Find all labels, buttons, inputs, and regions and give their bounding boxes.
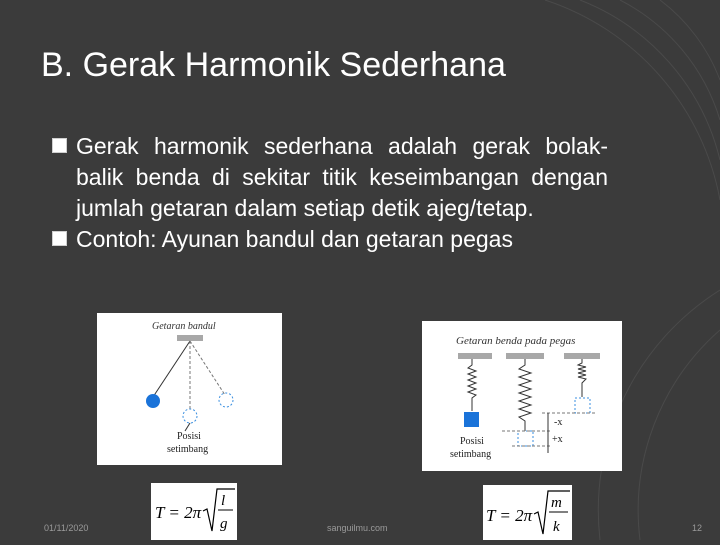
spring-formula-denominator: k — [553, 519, 560, 535]
slide-title: B. Gerak Harmonik Sederhana — [41, 46, 506, 84]
bullet-square-icon — [52, 138, 67, 153]
spring-label-line2: setimbang — [450, 449, 492, 460]
pendulum-formula-svg — [151, 483, 237, 540]
pendulum-formula — [151, 483, 237, 540]
spring-diagram — [422, 321, 622, 471]
pendulum-label-line1: Posisi — [177, 431, 201, 442]
pendulum-formula-numerator: l — [221, 493, 226, 509]
pendulum-formula-lhs: T = 2π — [155, 503, 202, 522]
spring-label-line1: Posisi — [460, 436, 484, 447]
footer-page-number: 12 — [692, 523, 703, 533]
pendulum-caption: Getaran bandul — [152, 321, 216, 332]
spring-caption: Getaran benda pada pegas — [456, 335, 576, 347]
minus-x-label: -x — [554, 417, 563, 428]
bullet-text: Contoh: Ayunan bandul dan getaran pegas — [76, 226, 513, 252]
spring-formula-svg — [483, 485, 572, 540]
pendulum-figure — [97, 313, 282, 465]
footer-site: sanguilmu.com — [327, 523, 388, 533]
pendulum-diagram — [97, 313, 282, 465]
footer-date: 01/11/2020 — [44, 523, 89, 533]
pendulum-formula-denominator: g — [220, 516, 228, 532]
spring-formula-lhs: T = 2π — [486, 506, 533, 525]
spring-figure — [422, 321, 622, 471]
spring-formula — [483, 485, 572, 540]
bullet-square-icon — [52, 231, 67, 246]
spring-formula-numerator: m — [551, 495, 562, 511]
bullet-list — [52, 131, 608, 255]
bullet-text: Gerak harmonik sederhana adalah gerak bolak-balik benda di sekitar titik keseimbangan dengan jumlah getaran dalam setiap detik ajeg/tetap. — [76, 133, 608, 221]
pendulum-label-line2: setimbang — [167, 444, 209, 455]
bullet-item — [52, 224, 608, 255]
bullet-item — [52, 131, 608, 224]
plus-x-label: +x — [552, 434, 563, 445]
